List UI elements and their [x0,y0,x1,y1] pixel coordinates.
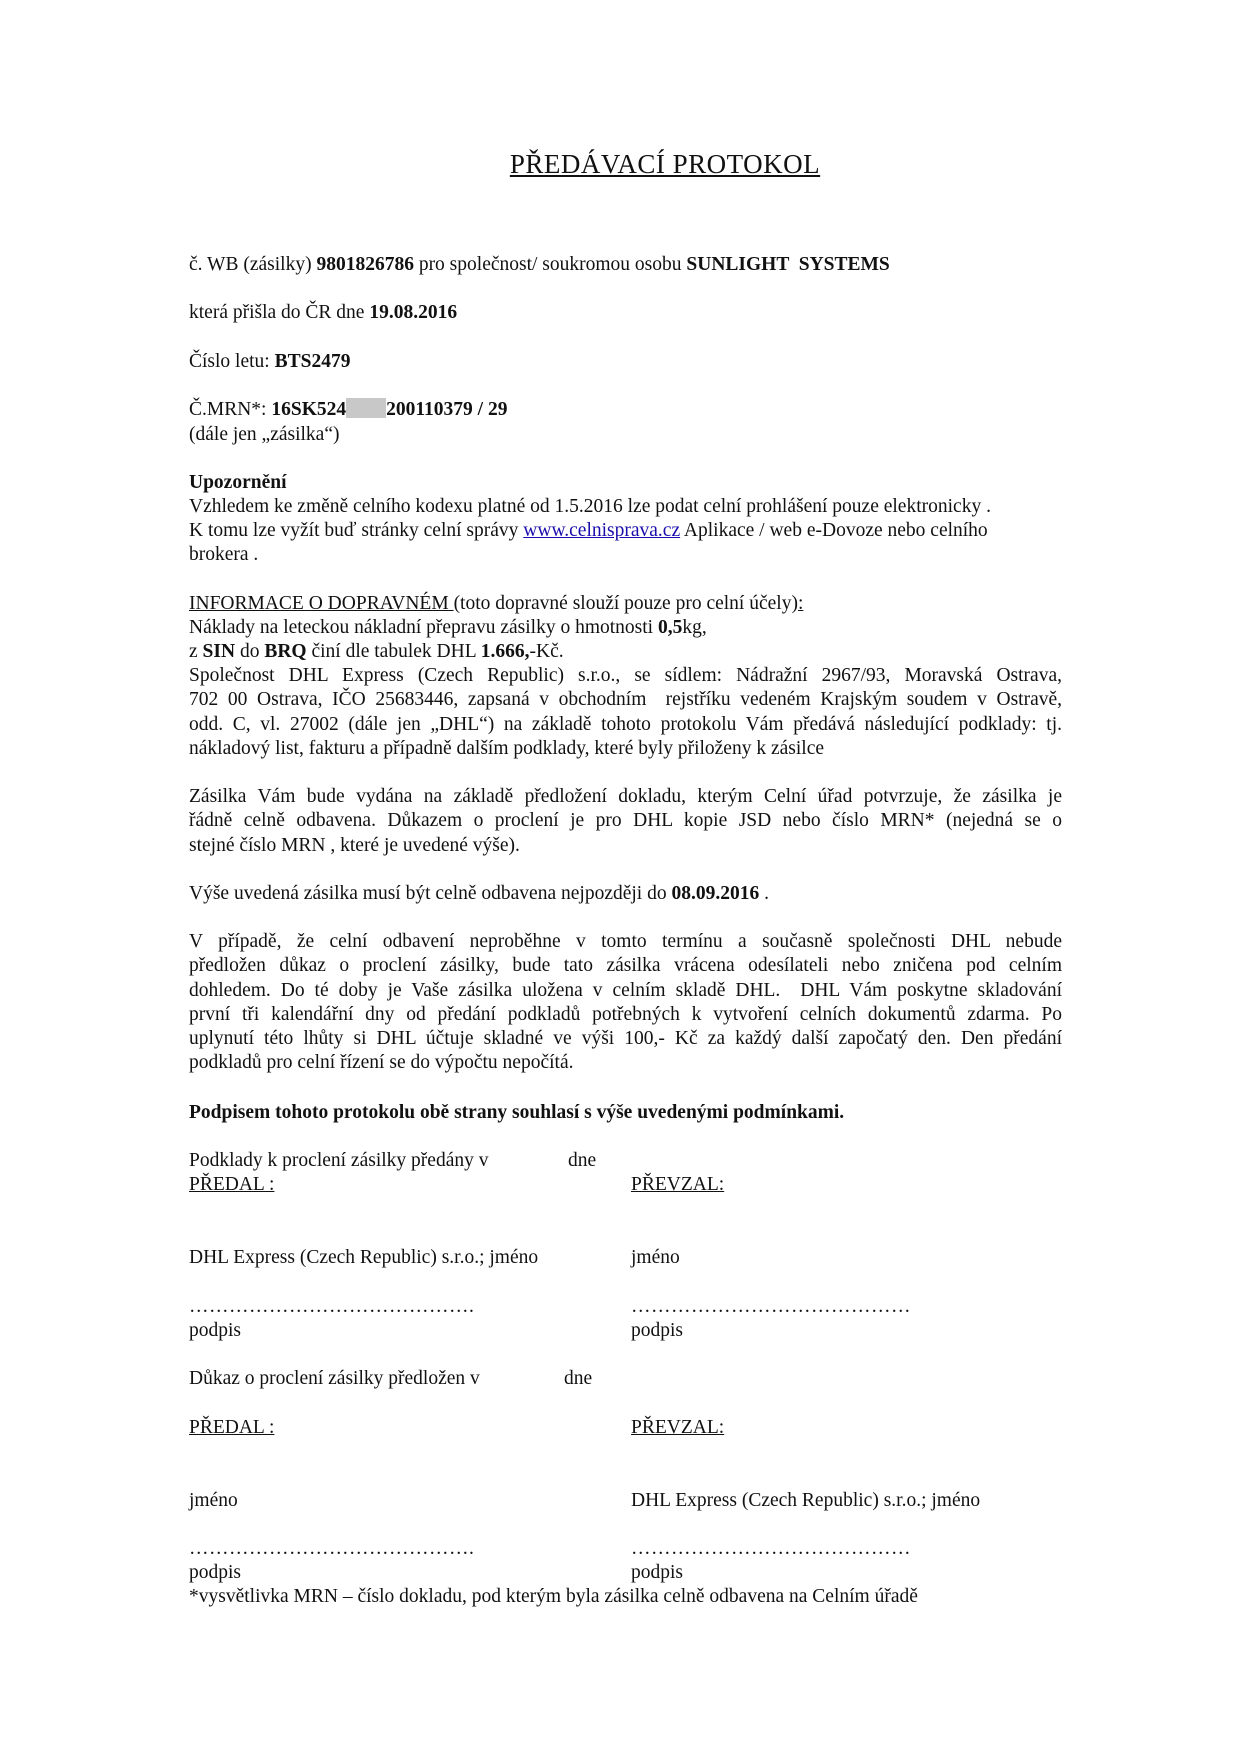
mrn-part-2: 200110379 / 29 [386,399,508,420]
mrn-note: (dále jen „zásilka“) [189,424,340,445]
arrival-line: která přišla do ČR dne 19.08.2016 [189,302,458,323]
received-label: PŘEVZAL: [631,1174,725,1195]
signature-line-left-2: ……………………………………. [189,1538,475,1559]
paragraph-line: Společnost DHL Express (Czech Republic) s.r.o., se sídlem: Nádražní 2967/93, Moravská Ostrava, [189,665,1062,686]
paragraph-line: řádně celně odbavena. Důkazem o proclení je pro DHL kopie JSD nebo číslo MRN* (nejedná se o [189,810,1062,832]
redaction-box [346,398,386,418]
warning-heading: Upozornění [189,472,287,493]
warning-line-2: K tomu lze vyžít buď stránky celní správy www.celnisprava.cz Aplikace / web e-Dovoze nebo celního [189,520,988,541]
proof-date-label: dne [564,1368,593,1389]
handover-date-label: dne [568,1150,597,1171]
agreement-statement: Podpisem tohoto protokolu obě strany souhlasí s výše uvedenými podmínkami. [189,1102,845,1123]
flight-number: BTS2479 [274,351,351,372]
paragraph-line: nákladový list, fakturu a případně dalším podklady, které byly přiloženy k zásilce [189,737,825,759]
signature-line-right: …………………………………… [631,1296,911,1317]
transport-route-line: z SIN do BRQ činí dle tabulek DHL 1.666,-Kč. [189,641,564,662]
transport-cost-line: Náklady na leteckou nákladní přepravu zásilky o hmotnosti 0,5kg, [189,617,707,638]
signature-line-left: ……………………………………. [189,1296,475,1317]
mrn-line: Č.MRN*: 16SK524 200110379 / 29 [189,399,508,420]
signature-line-right-2: …………………………………… [631,1538,911,1559]
transport-heading: INFORMACE O DOPRAVNÉM (toto dopravné slouží pouze pro celní účely): [189,593,804,614]
waybill-line: č. WB (zásilky) 9801826786 pro společnost/ soukromou osobu SUNLIGHT SYSTEMS [189,254,890,275]
paragraph-line: první tři kalendářní dny od předání podkladů potřebných k vytvoření celních dokumentů zdarma. Po [189,1003,1062,1025]
received-name: jméno [631,1247,680,1268]
mrn-footnote: *vysvětlivka MRN – číslo dokladu, pod kterým byla zásilka celně odbavena na Celním úřadě [189,1586,918,1607]
warning-line-1: Vzhledem ke změně celního kodexu platné od 1.5.2016 lze podat celní prohlášení pouze elektronicky . [189,496,991,517]
waybill-number: 9801826786 [316,254,414,275]
mrn-part-1: 16SK524 [271,399,347,420]
paragraph-line: předložen důkaz o proclení zásilky, bude tato zásilka vrácena odesílateli nebo zničena pod celním [189,955,1062,977]
signature-label-left: podpis [189,1320,242,1341]
proof-intro: Důkaz o proclení zásilky předložen v [189,1368,480,1389]
paragraph-line: podkladů pro celní řízení se do výpočtu nepočítá. [189,1052,574,1074]
paragraph-line: 702 00 Ostrava, IČO 25683446, zapsaná v obchodním rejstříku vedeném Krajským soudem v Ostravě, [189,689,1062,711]
paragraph-line: dohledem. Do té doby je Vaše zásilka uložena v celním skladě DHL. DHL Vám poskytne skladování [189,979,1062,1001]
received-name-2: DHL Express (Czech Republic) s.r.o.; jméno [631,1490,981,1511]
handed-over-label: PŘEDAL : [189,1174,275,1195]
company-paragraph [189,664,1062,761]
signature-label-left-2: podpis [189,1562,242,1583]
storage-paragraph [189,930,1062,1076]
transport-amount: 1.666, [480,641,530,662]
handed-over-name: DHL Express (Czech Republic) s.r.o.; jméno [189,1247,539,1268]
handed-over-name-2: jméno [189,1490,238,1511]
handover-intro: Podklady k proclení zásilky předány v [189,1150,489,1171]
paragraph-line: Zásilka Vám bude vydána na základě předložení dokladu, kterým Celní úřad potvrzuje, že zásilka je [189,786,1062,807]
paragraph-line: odd. C, vl. 27002 (dále jen „DHL“) na základě tohoto protokolu Vám předává následující podklady: tj. [189,713,1062,735]
document-title: PŘEDÁVACÍ PROTOKOL [509,149,821,179]
release-paragraph [189,785,1062,858]
signature-label-right: podpis [631,1320,684,1341]
shipment-weight: 0,5 [657,617,683,638]
signature-label-right-2: podpis [631,1562,684,1583]
received-label-2: PŘEVZAL: [631,1417,725,1438]
warning-line-3: brokera . [189,544,259,565]
handed-over-label-2: PŘEDAL : [189,1417,275,1438]
paragraph-line: stejné číslo MRN , které je uvedené výše). [189,834,520,856]
arrival-date: 19.08.2016 [369,302,458,323]
flight-line: Číslo letu: BTS2479 [189,351,351,372]
origin-code: SIN [202,641,236,662]
deadline-line: Výše uvedená zásilka musí být celně odbavena nejpozději do 08.09.2016 . [189,883,769,904]
consignee-name: SUNLIGHT SYSTEMS [686,254,890,275]
destination-code: BRQ [264,641,307,662]
deadline-date: 08.09.2016 [671,883,760,904]
celnisprava-link[interactable]: www.celnisprava.cz [523,520,681,541]
paragraph-line: uplynutí této lhůty si DHL účtuje skladné ve výši 100,- Kč za každý další započatý den. Den předání [189,1028,1062,1050]
paragraph-line: V případě, že celní odbavení neproběhne v tomto termínu a současně společnosti DHL nebude [189,931,1062,952]
